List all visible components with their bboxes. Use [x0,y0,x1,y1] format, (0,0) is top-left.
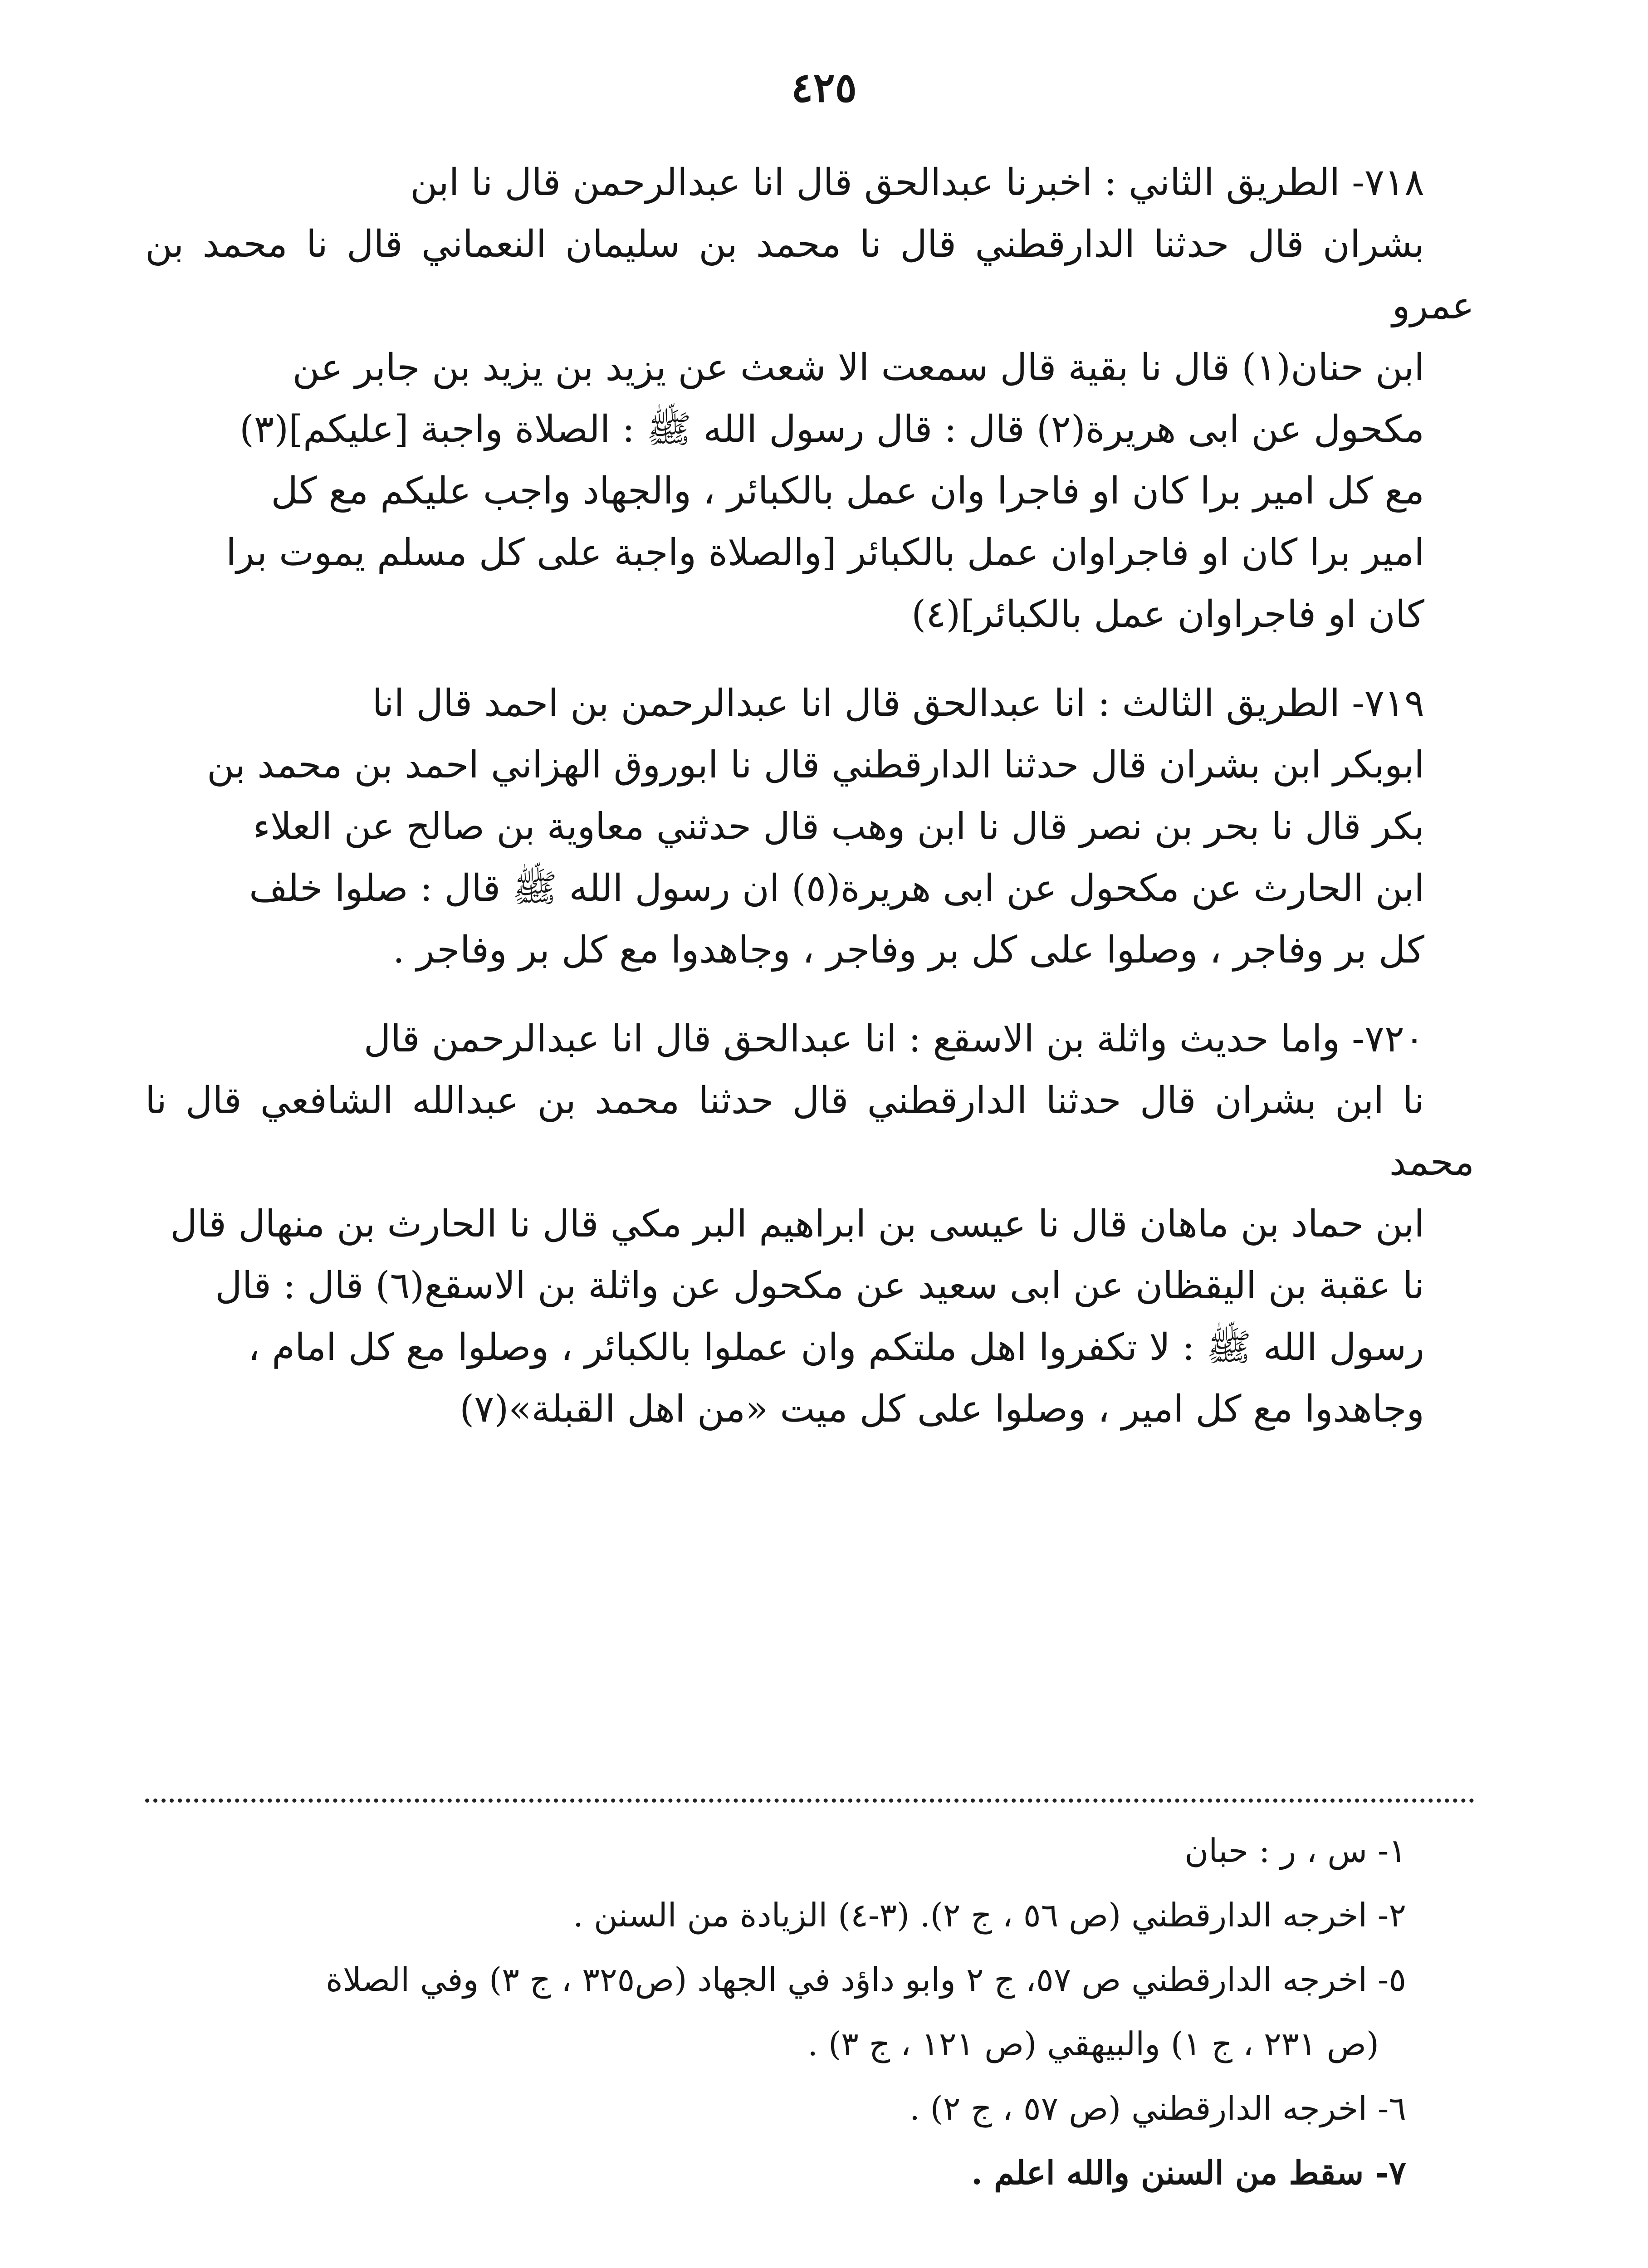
footnote: ٥- اخرجه الدارقطني ص ٥٧، ج ٢ وابو داؤد في الجهاد (ص٣٢٥ ، ج ٣) وفي الصلاة [326,1960,1406,1999]
footnote: (ص ٢٣١ ، ج ١) والبيهقي (ص ١٢١ ، ج ٣) . [807,2025,1379,2063]
text-line: مع كل امير برا كان او فاجرا وان عمل بالكبائر ، والجهاد واجب عليكم مع كل [271,469,1424,513]
text-line: ابن الحارث عن مكحول عن ابى هريرة(٥) ان رسول الله ﷺ قال : صلوا خلف [249,867,1424,910]
page-number: ٤٢٥ [791,64,857,112]
text-line: مكحول عن ابى هريرة(٢) قال : قال رسول الله ﷺ : الصلاة واجبة [عليكم](٣) [240,408,1424,451]
text-line: ابن حماد بن ماهان قال نا عيسى بن ابراهيم البر مكي قال نا الحارث بن منهال قال [170,1202,1424,1246]
text-line: ابوبكر ابن بشران قال حدثنا الدارقطني قال نا ابوروق الهزاني احمد بن محمد بن [206,743,1424,787]
text-line: بشران قال حدثنا الدارقطني قال نا محمد بن سليمان النعماني قال نا محمد بن عمرو [145,223,1474,327]
footnote: ١- س ، ر : حبان [1184,1832,1406,1870]
footnote: ٧- سقط من السنن والله اعلم . [971,2153,1406,2192]
text-line: ٧١٩- الطريق الثالث : انا عبدالحق قال انا عبدالرحمن بن احمد قال انا [372,682,1424,725]
text-line: ابن حنان(١) قال نا بقية قال سمعت الا شعث عن يزيد بن يزيد بن جابر عن [292,346,1424,389]
text-line: نا عقبة بن اليقظان عن ابى سعيد عن مكحول عن واثلة بن الاسقع(٦) قال : قال [215,1264,1424,1307]
footnote: ٦- اخرجه الدارقطني (ص ٥٧ ، ج ٢) . [909,2089,1406,2127]
text-line: رسول الله ﷺ : لا تكفروا اهل ملتكم وان عملوا بالكبائر ، وصلوا مع كل امام ، [248,1326,1424,1369]
paragraph-719 [145,673,1474,981]
paragraph-718 [145,152,1474,645]
footnote: ٢- اخرجه الدارقطني (ص ٥٦ ، ج ٢). (٣-٤) الزيادة من السنن . [573,1896,1406,1934]
text-line: ٧١٨- الطريق الثاني : اخبرنا عبدالحق قال انا عبدالرحمن قال نا ابن [410,161,1424,204]
footnote-divider [145,1799,1474,1803]
text-line: وجاهدوا مع كل امير ، وصلوا على كل ميت «من اهل القبلة»(٧) [460,1388,1424,1431]
text-line: ٧٢٠- واما حديث واثلة بن الاسقع : انا عبدالحق قال انا عبدالرحمن قال [363,1017,1424,1061]
footnotes [145,1823,1474,2210]
text-line: امير برا كان او فاجراوان عمل بالكبائر [والصلاة واجبة على كل مسلم يموت برا [226,531,1424,574]
text-line: كل بر وفاجر ، وصلوا على كل بر وفاجر ، وجاهدوا مع كل بر وفاجر . [392,929,1424,972]
text-line: بكر قال نا بحر بن نصر قال نا ابن وهب قال حدثني معاوية بن صالح عن العلاء [253,805,1424,848]
text-line: كان او فاجراوان عمل بالكبائر](٤) [911,593,1424,636]
main-text [145,152,1474,1467]
paragraph-720 [145,1008,1474,1440]
text-line: نا ابن بشران قال حدثنا الدارقطني قال حدثنا محمد بن عبدالله الشافعي قال نا محمد [145,1079,1474,1184]
